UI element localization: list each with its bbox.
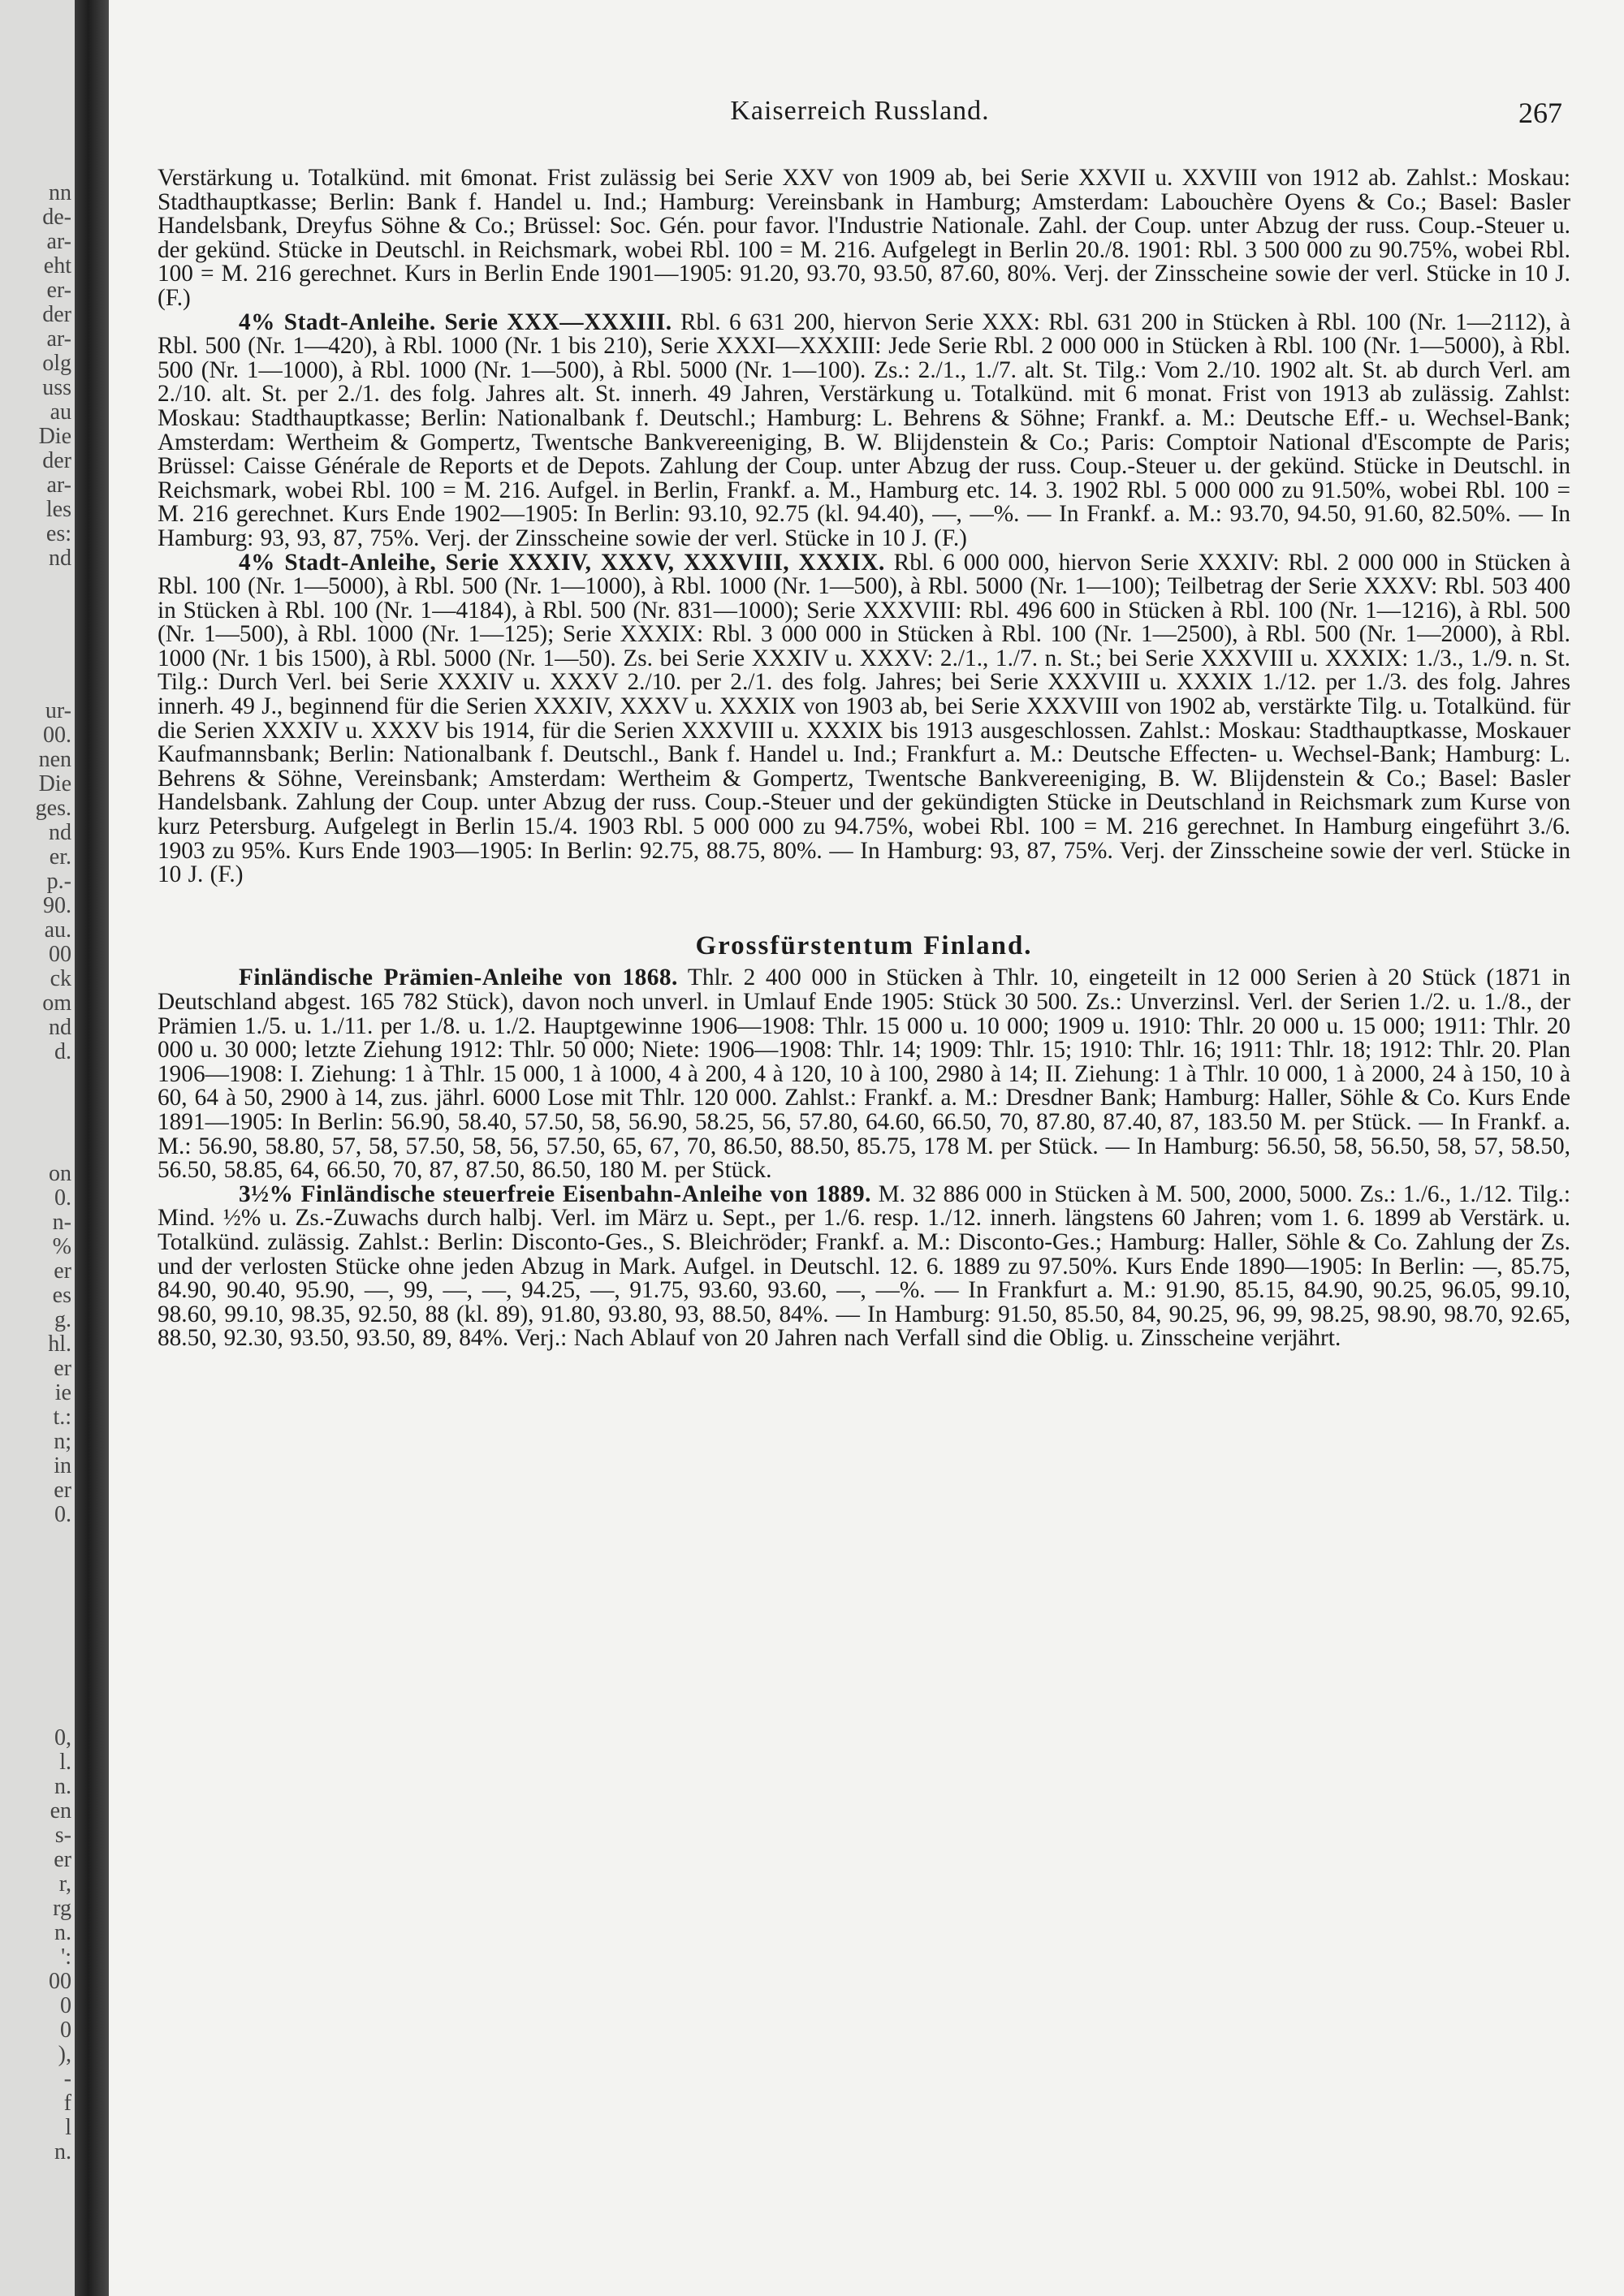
entry-eisenbahn-anleihe-1889: [158, 1180, 1571, 1352]
book-gutter: [75, 0, 109, 2296]
facing-page-fragment: eht: [43, 253, 71, 278]
entry-stadt-anleihe-xxxiv-xxxix: [158, 551, 1570, 887]
facing-page-fragment: 0,: [54, 1725, 71, 1750]
paragraph-continuation: Verstärkung u. Totalkünd. mit 6monat. Frist zulässig bei Serie XXV von 1909 ab, bei Serie XXVII u. XXVIII von 1912 ab. Zahlst.: Moskau: Stadthauptkasse; Berlin: Bank f. Handel u. Ind.; Hamburg: Vereinsbank in Hamburg; Amsterdam: Labouchère Oyens & Co.; Basel: Basler Handelsbank, Dreyfus Söhne & Co.; Brüssel: Soc. Gén. pour favor. l'Industrie Nationale. Zahl. der Coup. unter Abzug der russ. Coup.-Steuer u. der gekünd. Stücke in Deutschl. in Reichsmark, wobei Rbl. 100 = M. 216. Aufgelegt in Berlin 20./8. 1901: Rbl. 3 500 000 zu 90.75%, wobei Rbl. 100 = M. 216 gerechnet. Kurs in Berlin Ende 1901—1905: 91.20, 93.70, 93.50, 87.60, 80%. Verj. der Zinsscheine sowie der verl. Stücke in 10 J. (F.): [158, 165, 1570, 311]
facing-page-fragment: l: [65, 2115, 71, 2140]
facing-page-fragment: n.: [54, 2139, 71, 2164]
facing-page-fragment: ar-: [46, 326, 71, 352]
facing-page-fragment: Die: [38, 771, 71, 796]
facing-page-fragment: hl.: [48, 1331, 71, 1357]
facing-page-fragment: on: [49, 1161, 71, 1186]
facing-page-fragment: uss: [42, 375, 71, 400]
facing-page-fragment: er.: [49, 844, 71, 870]
entry-title: 4% Stadt-Anleihe, Serie XXXIV, XXXV, XXXVIII, XXXIX.: [239, 549, 885, 576]
facing-page-fragment: nd: [49, 820, 71, 845]
facing-page-fragment: en: [50, 1798, 71, 1823]
facing-page-fragment: ),: [58, 2042, 71, 2067]
facing-page-fragment: n;: [54, 1429, 71, 1454]
facing-page-fragment: ':: [61, 1944, 71, 1970]
facing-page-fragment: r,: [58, 1871, 71, 1897]
facing-page-fragment: er: [54, 1847, 71, 1872]
facing-page-fragment: ges.: [35, 796, 71, 821]
facing-page-margin: [0, 0, 75, 2296]
facing-page-fragment: l.: [59, 1750, 71, 1775]
facing-page-fragment: f: [63, 2091, 71, 2116]
facing-page-fragment: der: [42, 302, 71, 327]
facing-page-fragment: ur-: [45, 698, 71, 723]
facing-page-fragment: nen: [38, 747, 71, 772]
facing-page-fragment: 00: [49, 942, 71, 967]
section-heading: Grossfürstentum Finland.: [695, 930, 1033, 960]
facing-page-fragment: es: [52, 1283, 71, 1308]
entry-text: Rbl. 6 000 000, hiervon Serie XXXIV: Rbl. 2 000 000 in Stücken à Rbl. 100 (Nr. 1—5000), à Rbl. 500 (Nr. 1—1000), à Rbl. 1000 (Nr. 1—500), à Rbl. 5000 (Nr. 1—100); Teilbetrag der Serie XXXV: Rbl. 503 400 in Stücken à Rbl. 100 (Nr. 1—4184), à Rbl. 500 (Nr. 831—1000); Serie XXXVIII: Rbl. 496 600 in Stücken à Rbl. 100 (Nr. 1—1216), à Rbl. 500 (Nr. 1—500), à Rbl. 1000 (Nr. 1—125); Serie XXXIX: Rbl. 3 000 000 in Stücken à Rbl. 100 (Nr. 1—2500), à Rbl. 500 (Nr. 1—2000), à Rbl. 1000 (Nr. 1 bis 1500), à Rbl. 5000 (Nr. 1—50). Zs. bei Serie XXXIV u. XXXV: 2./1., 1./7. n. St.; bei Serie XXXVIII u. XXXIX: 1./3., 1./9. n. St. Tilg.: Durch Verl. bei Serie XXXIV u. XXXV 2./10. per 2./1. des folg. Jahres; bei Serie XXXVIII u. XXXIX 1./12. per 1./3. des folg. Jahres innerh. 49 J., beginnend für die Serien XXXIV, XXXV u. XXXIX von 1903 ab, bei Serie XXXVIII von 1902 ab, verstärkte Tilg. u. Totalkünd. für die Serien XXXIV u. XXXV bis 1914, für die Serien XXXVIII u. XXXIX bis 1913 ausgeschlossen. Zahlst.: Moskau: Stadthauptkasse, Moskauer Kaufmannsbank; Berlin: Nationalbank f. Deutschl., Bank f. Handel u. Ind.; Frankfurt a. M.: Deutsche Effecten- u. Wechsel-Bank; Hamburg: L. Behrens & Söhne, Vereinsbank; Amsterdam: Wertheim & Gompertz, Twentsche Bankvereeniging, B. W. Blijdenstein & Co.; Basel: Basler Handelsbank. Zahlung der Coup. unter Abzug der russ. Coup.-Steuer und der gekündigten Stücke in Deutschland in Reichsmark zum Kurse von kurz Petersburg. Aufgelegt in Berlin 15./4. 1903 Rbl. 5 000 000 zu 94.75%, wobei Rbl. 100 = M. 216 gerechnet. In Hamburg eingeführt 3./6. 1903 zu 95%. Kurs Ende 1903—1905: In Berlin: 92.75, 88.75, 80%. — In Hamburg: 93, 87, 75%. Verj. der Zinsscheine sowie der verl. Stücke in 10 J. (F.): [158, 549, 1571, 888]
page-number: 267: [1518, 97, 1562, 129]
facing-page-fragment: 90.: [43, 893, 71, 918]
facing-page-fragment: 0: [60, 1993, 71, 2018]
entry-text: Thlr. 2 400 000 in Stücken à Thlr. 10, eingeteilt in 12 000 Serien à 20 Stück (1871 in Deutschland abgest. 165 782 Stück), davon noch unverl. in Umlauf Ende 1905: Stück 30 500. Zs.: Unverzinsl. Verl. der Serien 1./2. u. 1./8., der Prämien 1./5. u. 1./11. per 1./8. u. 1./2. Hauptgewinne 1906—1908: Thlr. 15 000 u. 10 000; 1909 u. 1910: Thlr. 20 000 u. 15 000; 1911: Thlr. 20 000 u. 30 000; letzte Ziehung 1912: Thlr. 50 000; Niete: 1906—1908: Thlr. 14; 1909: Thlr. 15; 1910: Thlr. 16; 1911: Thlr. 18; 1912: Thlr. 20. Plan 1906—1908: I. Ziehung: 1 à Thlr. 15 000, 1 à 1000, 4 à 200, 4 à 120, 10 à 100, 2980 à 14; II. Ziehung: 1 à Thlr. 10 000, 1 à 2000, 24 à 150, 10 à 60, 64 à 50, 2900 à 14, zus. jährl. 6000 Lose mit Thlr. 120 000. Zahlst.: Frankf. a. M.: Dresdner Bank; Hamburg: Haller, Söhle & Co. Kurs Ende 1891—1905: In Berlin: 56.90, 58.40, 57.50, 58, 56.90, 58.25, 56, 57.80, 64.60, 66.50, 70, 87.80, 87.40, 87, 183.50 M. per Stück. — In Frankf. a. M.: 56.90, 58.80, 57, 58, 57.50, 58, 56, 57.50, 65, 67, 70, 86.50, 88.50, 85.75, 178 M. per Stück. — In Hamburg: 56.50, 58, 56.50, 58, 57, 58.50, 56.50, 58.85, 64, 66.50, 70, 87, 87.50, 86.50, 180 M. per Stück.: [158, 965, 1571, 1184]
facing-page-fragment: les: [45, 497, 71, 522]
facing-page-fragment: %: [52, 1234, 71, 1259]
facing-page-fragment: n.: [54, 1920, 71, 1945]
running-header: [158, 96, 1562, 136]
entry-text: Rbl. 6 631 200, hiervon Serie XXX: Rbl. 631 200 in Stücken à Rbl. 100 (Nr. 1—2112), à Rbl. 500 (Nr. 1—420), à Rbl. 1000 (Nr. 1 bis 210), Serie XXXI—XXXIII: Jede Serie Rbl. 2 000 000 in Stücken à Rbl. 100 (Nr. 1—5000), à Rbl. 500 (Nr. 1—1000), à Rbl. 1000 (Nr. 1—500), à Rbl. 5000 (Nr. 1—100). Zs.: 2./1., 1./7. alt. St. Tilg.: Vom 2./10. 1902 alt. St. ab durch Verl. am 2./10. alt. St. per 2./1. des folg. Jahres alt. St. innerh. 49 Jahren, Verstärkung u. Totalkünd. mit 6 monat. Frist von 1913 ab zulässig. Zahlst: Moskau: Stadthauptkasse; Berlin: Nationalbank f. Deutschl.; Hamburg: L. Behrens & Söhne; Frankf. a. M.: Deutsche Eff.- u. Wechsel-Bank; Amsterdam: Wertheim & Gompertz, Twentsche Bankvereeniging, B. W. Blijdenstein & Co.; Paris: Comptoir National d'Escompte de Paris; Brüssel: Caisse Générale de Reports et de Depots. Zahlung der Coup. unter Abzug der russ. Coup.-Steuer u. der gekünd. Stücke in Deutschl. in Reichsmark, wobei Rbl. 100 = M. 216. Aufgel. in Berlin, Frankf. a. M., Hamburg etc. 14. 3. 1902 Rbl. 5 000 000 zu 91.50%, wobei Rbl. 100 = M. 216 gerechnet. Kurs Ende 1902—1905: In Berlin: 93.10, 92.75 (kl. 94.40), —, —%. — In Frankf. a. M.: 93.70, 94.50, 91.60, 82.50%. — In Hamburg: 93, 93, 87, 75%. Verj. der Zinsscheine sowie der verl. Stücke in 10 J. (F.): [158, 309, 1570, 551]
facing-page-fragment: de-: [42, 205, 71, 230]
facing-page-fragment: ar-: [46, 229, 71, 254]
facing-page-fragment: nd: [49, 546, 71, 571]
facing-page-fragment: 00.: [43, 723, 71, 748]
facing-page-fragment: 0.: [54, 1185, 71, 1211]
facing-page-fragment: om: [42, 990, 71, 1016]
facing-page-fragment: n.: [54, 1774, 71, 1799]
facing-page-fragment: au.: [44, 917, 71, 943]
facing-page-fragment: t.:: [53, 1405, 71, 1430]
facing-page-fragment: nd: [49, 1015, 71, 1040]
facing-page-fragment: au: [50, 399, 71, 425]
facing-page-fragment: er: [54, 1478, 71, 1503]
facing-page-fragment: er: [54, 1356, 71, 1381]
facing-page-fragment: ck: [50, 966, 71, 991]
entry-stadt-anleihe-xxx-xxxiii: [158, 311, 1570, 551]
facing-page-fragment: olg: [42, 351, 71, 376]
entry-title: 4% Stadt-Anleihe. Serie XXX—XXXIII.: [239, 309, 672, 335]
document-page: [109, 0, 1624, 2296]
running-title: Kaiserreich Russland.: [730, 96, 990, 126]
facing-page-fragment: 00: [49, 1969, 71, 1994]
facing-page-fragment: d.: [54, 1039, 71, 1064]
facing-page-fragment: p.-: [46, 869, 71, 894]
facing-page-fragment: ie: [54, 1380, 71, 1405]
page-body: [158, 166, 1570, 1351]
facing-page-fragment: in: [54, 1453, 71, 1478]
facing-page-fragment: n-: [52, 1210, 71, 1235]
facing-page-fragment: -: [63, 2066, 71, 2091]
facing-page-fragment: es:: [45, 521, 71, 546]
facing-page-fragment: nn: [49, 180, 71, 205]
entry-praemien-anleihe-1868: [158, 966, 1570, 1182]
facing-page-fragment: g.: [54, 1307, 71, 1332]
facing-page-fragment: 0: [60, 2018, 71, 2043]
facing-page-fragment: rg: [53, 1896, 71, 1921]
facing-page-fragment: 0.: [54, 1502, 71, 1527]
entry-title: 3½% Finländische steuerfreie Eisenbahn-Anleihe von 1889.: [239, 1180, 871, 1207]
entry-text: M. 32 886 000 in Stücken à M. 500, 2000, 5000. Zs.: 1./6., 1./12. Tilg.: Mind. ½% u. Zs.-Zuwachs durch halbj. Verl. im März u. Sept., per 1./6. resp. 1./12. innerh. längstens 60 Jahren; vom 1. 6. 1899 ab Verstärk. u. Totalkünd. zulässig. Zahlst.: Berlin: Disconto-Ges., S. Bleichröder; Frankf. a. M.: Disconto-Ges.; Hamburg: Haller, Söhle & Co. Zahlung der Zs. und der verlosten Stücke ohne jeden Abzug in Mark. Aufgel. in Deutschl. 12. 6. 1889 zu 97.50%. Kurs Ende 1890—1905: In Berlin: —, 85.75, 84.90, 90.40, 95.90, —, 99, —, —, 94.25, —, 91.75, 93.60, 93.60, —, —%. — In Frankfurt a. M.: 91.90, 85.15, 84.90, 90.25, 96.05, 99.10, 98.60, 99.10, 98.35, 92.50, 88 (kl. 89), 91.80, 93.80, 93, 88.50, 84%. — In Hamburg: 91.50, 85.50, 84, 90.25, 96, 99, 98.25, 98.90, 98.70, 92.65, 88.50, 92.30, 93.50, 93.50, 89, 84%. Verj.: Nach Ablauf von 20 Jahren nach Verfall sind die Oblig. u. Zinsscheine verjährt.: [158, 1180, 1571, 1352]
facing-page-fragment: s-: [54, 1823, 71, 1848]
facing-page-fragment: der: [42, 448, 71, 473]
entry-title: Finländische Prämien-Anleihe von 1868.: [239, 965, 678, 991]
facing-page-fragment: er: [54, 1258, 71, 1284]
facing-page-fragment: er-: [46, 278, 71, 303]
facing-page-fragment: Die: [38, 424, 71, 449]
facing-page-fragment: ar-: [46, 473, 71, 498]
